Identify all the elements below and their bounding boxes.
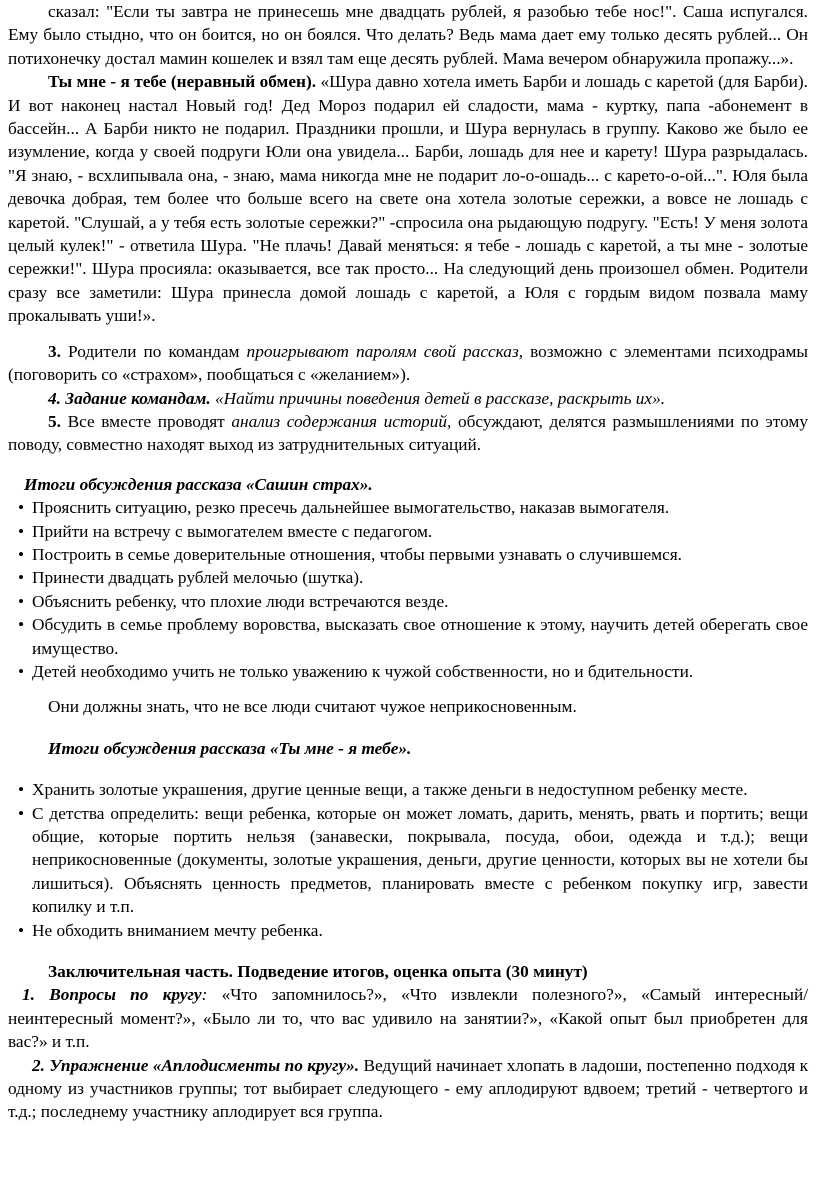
story2-title: Ты мне - я тебе (неравный обмен). — [48, 72, 317, 92]
results2-heading: Итоги обсуждения рассказа «Ты мне - я тебе». — [48, 738, 412, 758]
list-item: • Объяснить ребенку, что плохие люди встречаются везде. — [8, 590, 808, 613]
step5-em: анализ содержания историй, — [231, 411, 452, 431]
list-item: • Прояснить ситуацию, резко пресечь дальнейшее вымогательство, наказав вымогателя. — [8, 496, 808, 519]
list-item: • Не обходить вниманием мечту ребенка. — [8, 919, 808, 942]
list-item: • Принести двадцать рублей мелочью (шутка). — [8, 566, 808, 589]
results1-after: Они должны знать, что не все люди считают чужое неприкосновенным. — [48, 697, 577, 717]
step3-num: 3. — [48, 341, 61, 361]
step5-post: обсуждают, делятся размышлениями по этому поводу, совместно находят выход из затруднительных ситуаций. — [8, 411, 809, 455]
results2-list — [8, 778, 808, 942]
final-questions-colon: : — [201, 985, 208, 1005]
final-exercise-text: Ведущий начинает хлопать в ладоши, постепенно подходя к одному из участников группы; тот выбирает следующего - ему аплодируют вдвоем; третий - четвертого и т.д.; последнему участнику аплодирует вся группа. — [8, 1055, 809, 1122]
step4-paragraph — [8, 387, 808, 410]
step3-pre: Родители по командам — [60, 341, 247, 361]
list-item: • Прийти на встречу с вымогателем вместе с педагогом. — [8, 520, 808, 543]
story2-text: «Шура давно хотела иметь Барби и лошадь с каретой (для Барби). И вот наконец настал Новый год! Дед Мороз подарил ей сладости, мама - куртку, папа -абонемент в бассейн... А Барби никто не подарил. Праздники прошли, и Шура вернулась в группу. Каково же было ее изумление, когда у своей подруги Юли она увидела... Барби, лошадь для нее и карету! Шура разрыдалась. "Я знаю, - всхлипывала она, - знаю, мама никогда мне не подарит ло-о-ошадь... с карето-о-ой...". Юля была девочка добрая, тем более что больше всего на свете она хотела золотые сережки, а вовсе не лошадь с каретой. "Слушай, а у тебя есть золотые сережки?" -спросила она рыдающую подругу. "Есть! У меня золота целый кулек!" - ответила Шура. "Не плачь! Давай меняться: я тебе - лошадь с каретой, а ты мне - золотые сережки!". Шура просияла: оказывается, все так просто... На следующий день произошел обмен. Родители сразу все заметили: Шура принесла домой лошадь с каретой, а Юля с гордым видом позвала маму прокалывать уши!». — [8, 72, 809, 326]
list-item: • Детей необходимо учить не только уважению к чужой собственности, но и бдительности. — [8, 660, 808, 683]
step3-post: возможно с элементами психодрамы (поговорить со «страхом», пообщаться с «желанием»). — [8, 341, 808, 385]
story1-continuation: сказал: "Если ты завтра не принесешь мне двадцать рублей, я разобью тебе нос!". Саша испугался. Ему было стыдно, что он боится, но он боялся. Что делать? Ведь мама дает ему только десять рублей... Он потихонечку достал мамин кошелек и взял там еще десять рублей. Мама вечером обнаружила пропажу...». — [8, 2, 808, 68]
step3-em: проигрывают паролям свой рассказ, — [246, 341, 524, 361]
list-item: • Обсудить в семье проблему воровства, высказать свое отношение к этому, научить детей оберегать свое имущество. — [8, 613, 808, 660]
list-item: • Построить в семье доверительные отношения, чтобы первыми узнавать о случившемся. — [8, 543, 808, 566]
final-heading: Заключительная часть. Подведение итогов, оценка опыта (30 минут) — [48, 962, 588, 982]
results1-list — [8, 496, 808, 683]
step4-text: «Найти причины поведения детей в рассказе, раскрыть их». — [210, 388, 666, 408]
step5-num: 5. — [48, 411, 61, 431]
step4-label: 4. Задание командам. — [48, 388, 211, 408]
final-exercise — [8, 1054, 808, 1124]
step5-pre: Все вместе проводят — [60, 411, 232, 431]
final-questions-text: «Что запомнилось?», «Что извлекли полезного?», «Самый интересный/неинтересный момент?», «Было ли то, что вас удивило на занятии?», «Какой опыт был приобретен для вас?» и т.п. — [8, 985, 808, 1052]
final-questions-label: 1. Вопросы по кругу — [22, 985, 202, 1005]
results1-heading: Итоги обсуждения рассказа «Сашин страх». — [24, 474, 373, 494]
list-item: • С детства определить: вещи ребенка, которые он может ломать, дарить, менять, рвать и портить; вещи общие, которые портить нельзя (занавески, покрывала, посуда, обои, одежда и т.д.); вещи неприкосновенные (документы, золотые украшения, деньги, другие ценности, которых вы не хотели бы лишиться). Объяснять ценность предметов, планировать вместе с ребенком покупку игр, завести копилку и т.п. — [8, 802, 808, 919]
list-item: • Хранить золотые украшения, другие ценные вещи, а также деньги в недоступном ребенку месте. — [8, 778, 808, 801]
final-questions — [8, 983, 808, 1053]
step3-paragraph — [8, 340, 808, 387]
final-exercise-label: 2. Упражнение «Аплодисменты по кругу». — [32, 1055, 360, 1075]
step5-paragraph — [8, 410, 808, 457]
story2-paragraph — [8, 70, 808, 327]
